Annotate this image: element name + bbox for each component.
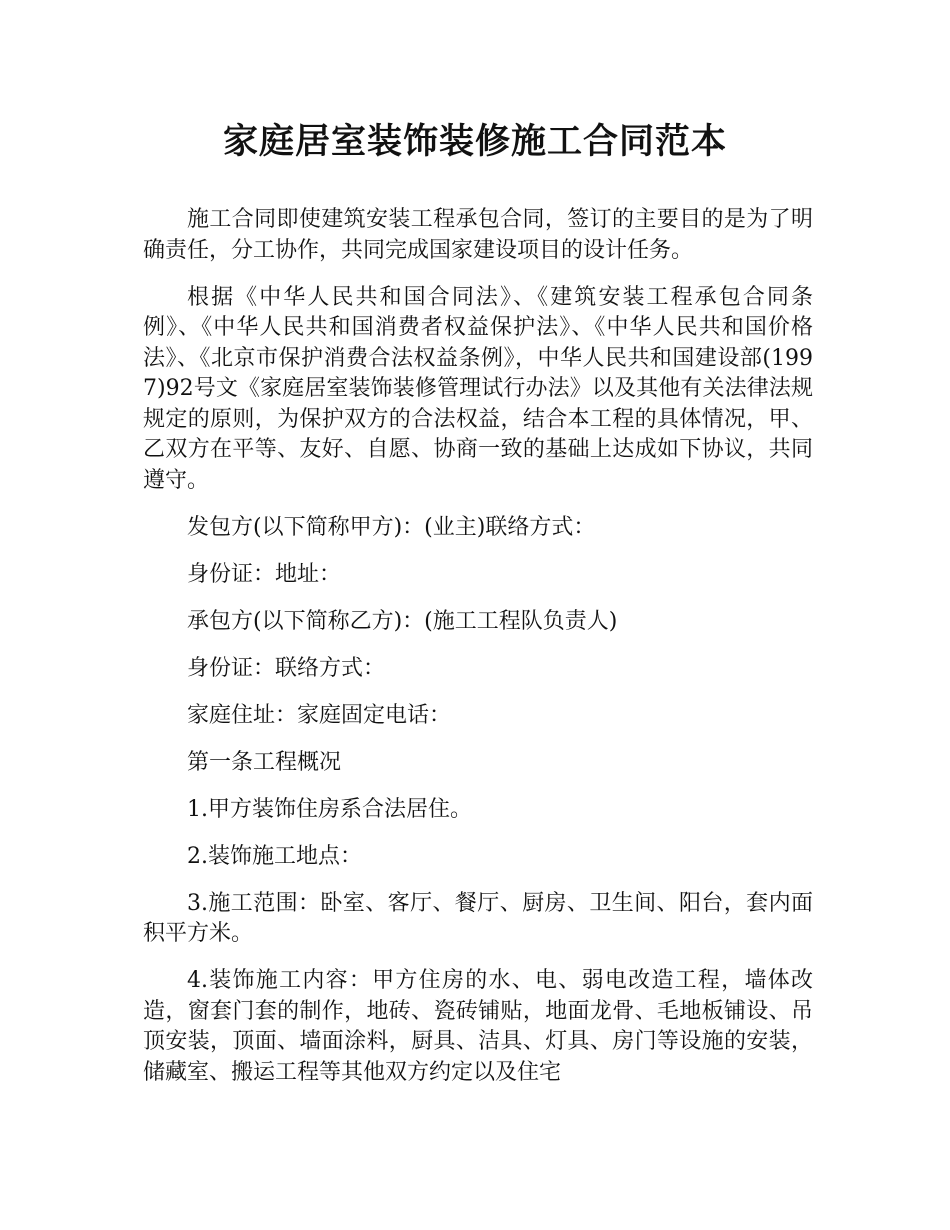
paragraph-article-1-heading: 第一条工程概况: [187, 749, 342, 775]
document-body: [143, 205, 813, 1105]
paragraph-item-3: 3.施工范围：卧室、客厅、餐厅、厨房、卫生间、阳台，套内面积平方米。: [143, 890, 813, 946]
paragraph-item-1: 1.甲方装饰住房系合法居住。: [187, 796, 472, 822]
paragraph-party-b: 承包方(以下简称乙方)：(施工工程队负责人): [187, 608, 618, 634]
paragraph-intro: 施工合同即使建筑安装工程承包合同，签订的主要目的是为了明确责任，分工协作，共同完成国家建设项目的设计任务。: [143, 207, 813, 263]
paragraph-item-2: 2.装饰施工地点：: [187, 843, 362, 869]
paragraph-party-a: 发包方(以下简称甲方)：(业主)联络方式：: [187, 514, 596, 540]
document-title: 家庭居室装饰装修施工合同范本: [222, 122, 727, 162]
paragraph-party-b-id: 身份证：联络方式：: [187, 655, 386, 681]
paragraph-legal-basis: 根据《中华人民共和国合同法》、《建筑安装工程承包合同条例》、《中华人民共和国消费者权益保护法》、《中华人民共和国价格法》、《北京市保护消费合法权益条例》，中华人民共和国建设部(1997)92号文《家庭居室装饰装修管理试行办法》以及其他有关法律法规规定的原则，为保护双方的合法权益，结合本工程的具体情况，甲、乙双方在平等、友好、自愿、协商一致的基础上达成如下协议，共同遵守。: [143, 284, 813, 493]
paragraph-item-4: 4.装饰施工内容：甲方住房的水、电、弱电改造工程，墙体改造，窗套门套的制作，地砖、瓷砖铺贴，地面龙骨、毛地板铺设、吊顶安装，顶面、墙面涂料，厨具、洁具、灯具、房门等设施的安装，储藏室、搬运工程等其他双方约定以及住宅: [143, 968, 813, 1085]
paragraph-home-address: 家庭住址：家庭固定电话：: [187, 702, 452, 728]
paragraph-party-a-id: 身份证：地址：: [187, 561, 342, 587]
